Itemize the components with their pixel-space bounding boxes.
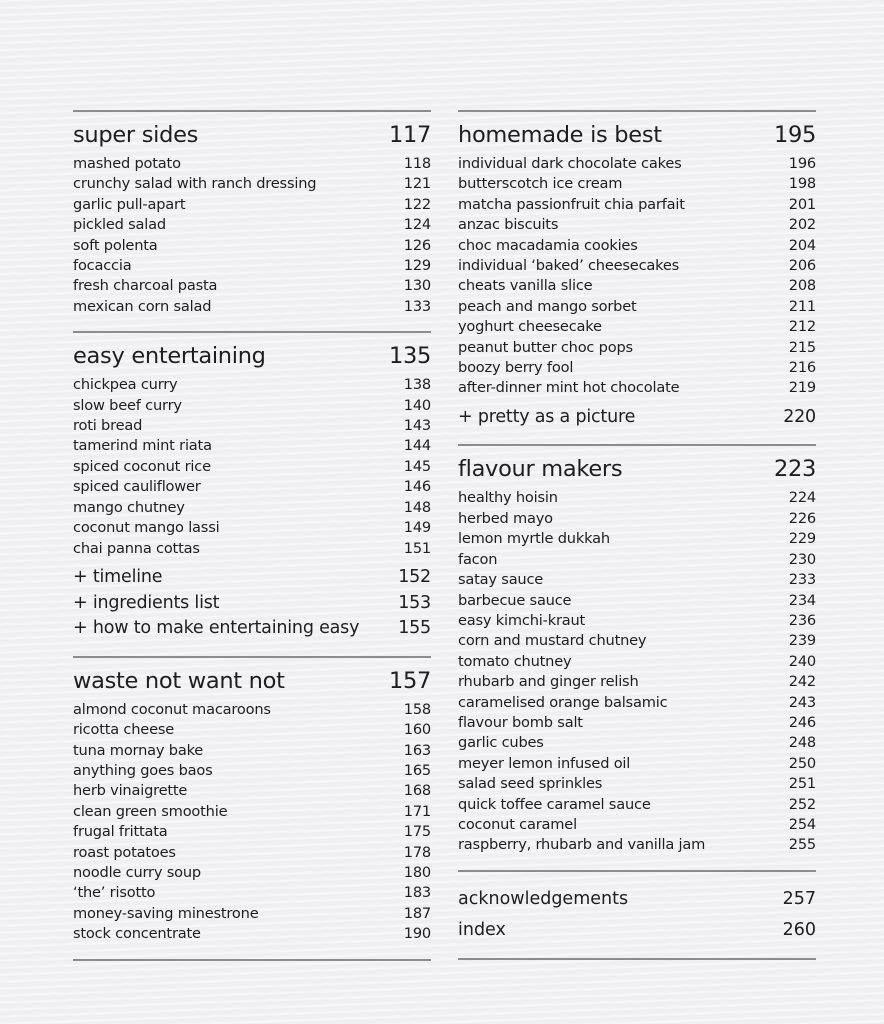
toc-extra-entry[interactable] bbox=[73, 616, 431, 642]
back-matter-entry-label: index bbox=[458, 919, 506, 940]
toc-entry-page: 122 bbox=[403, 195, 431, 213]
left-column bbox=[73, 110, 431, 961]
back-matter-entry-label: acknowledgements bbox=[458, 888, 629, 909]
toc-entry-page: 133 bbox=[403, 297, 431, 315]
toc-entry[interactable] bbox=[73, 416, 431, 436]
toc-extra-entry[interactable] bbox=[73, 591, 431, 617]
toc-entry-page: 118 bbox=[403, 155, 431, 172]
toc-entry-page: 129 bbox=[403, 257, 431, 275]
toc-entry-label: slow beef curry bbox=[73, 396, 182, 414]
toc-entry[interactable] bbox=[73, 215, 431, 235]
toc-entry[interactable] bbox=[73, 375, 431, 395]
toc-entry-label: tuna mornay bake bbox=[73, 741, 204, 759]
toc-entry-label: corn and mustard chutney bbox=[458, 632, 647, 650]
section-heading[interactable] bbox=[73, 120, 431, 150]
toc-entry-label: yoghurt cheesecake bbox=[458, 318, 602, 336]
toc-entry-label: matcha passionfruit chia parfait bbox=[458, 195, 685, 213]
toc-entry-page: 190 bbox=[403, 925, 431, 943]
toc-entry-page: 178 bbox=[403, 843, 431, 861]
toc-entry-page: 250 bbox=[788, 754, 816, 772]
toc-entry-label: barbecue sauce bbox=[458, 591, 572, 609]
toc-extra-entry-page: 152 bbox=[398, 566, 431, 587]
toc-entry-label: salad seed sprinkles bbox=[458, 775, 603, 793]
toc-entry-label: facon bbox=[458, 550, 498, 568]
right-column bbox=[458, 110, 816, 960]
toc-entry[interactable] bbox=[73, 539, 431, 559]
toc-extra-entry-label: + ingredients list bbox=[73, 592, 220, 613]
toc-entry-label: meyer lemon infused oil bbox=[458, 754, 631, 772]
toc-entry-page: 148 bbox=[403, 498, 431, 516]
toc-entry[interactable] bbox=[73, 297, 431, 317]
toc-extra-entry[interactable] bbox=[458, 405, 816, 431]
toc-entry-page: 216 bbox=[788, 359, 816, 377]
toc-entry-page: 215 bbox=[788, 338, 816, 356]
toc-entry-page: 158 bbox=[403, 700, 431, 718]
toc-entry-page: 254 bbox=[788, 815, 816, 833]
toc-entry-page: 144 bbox=[403, 437, 431, 455]
toc-extra-entry-label: + pretty as a picture bbox=[458, 406, 636, 427]
toc-entry[interactable] bbox=[73, 457, 431, 477]
toc-entry[interactable] bbox=[458, 774, 816, 794]
toc-entry-page: 243 bbox=[788, 693, 816, 711]
toc-entry[interactable] bbox=[458, 550, 816, 570]
toc-entry-label: satay sauce bbox=[458, 571, 544, 589]
toc-entry[interactable] bbox=[458, 215, 816, 235]
toc-entry-page: 143 bbox=[403, 417, 431, 435]
toc-entry[interactable] bbox=[458, 358, 816, 378]
toc-entry-label: individual ‘baked’ cheesecakes bbox=[458, 257, 680, 275]
toc-entry-page: 138 bbox=[403, 376, 431, 394]
section-divider bbox=[458, 958, 816, 960]
toc-entry-label: after-dinner mint hot chocolate bbox=[458, 379, 680, 397]
toc-entry[interactable] bbox=[458, 154, 816, 174]
toc-entry[interactable] bbox=[73, 843, 431, 863]
section-spacer bbox=[73, 317, 431, 331]
toc-entry-label: easy kimchi-kraut bbox=[458, 611, 586, 629]
toc-entry[interactable] bbox=[458, 529, 816, 549]
toc-entry-label: garlic cubes bbox=[458, 734, 544, 752]
toc-entry-page: 224 bbox=[788, 489, 816, 507]
toc-entry[interactable] bbox=[458, 713, 816, 733]
toc-entry-label: raspberry, rhubarb and vanilla jam bbox=[458, 836, 706, 854]
toc-entry-page: 240 bbox=[788, 652, 816, 670]
toc-entry-label: coconut caramel bbox=[458, 815, 577, 833]
toc-entry-page: 233 bbox=[788, 571, 816, 589]
toc-entry[interactable] bbox=[458, 174, 816, 194]
toc-entry[interactable] bbox=[458, 338, 816, 358]
toc-entry-label: peanut butter choc pops bbox=[458, 338, 633, 356]
toc-entry-label: ricotta cheese bbox=[73, 721, 175, 739]
toc-entry[interactable] bbox=[73, 761, 431, 781]
toc-entry-page: 212 bbox=[788, 318, 816, 336]
toc-entry[interactable] bbox=[73, 236, 431, 256]
toc-entry-page: 239 bbox=[788, 632, 816, 650]
section-heading[interactable] bbox=[458, 120, 816, 150]
section-title: homemade is best bbox=[458, 122, 662, 148]
toc-entry[interactable] bbox=[458, 297, 816, 317]
section-spacer bbox=[73, 642, 431, 656]
toc-entry-label: ‘the’ risotto bbox=[73, 884, 156, 902]
toc-entry-label: boozy berry fool bbox=[458, 359, 574, 377]
toc-entry-label: flavour bomb salt bbox=[458, 713, 583, 731]
section-heading[interactable] bbox=[73, 666, 431, 696]
toc-entry-page: 201 bbox=[788, 195, 816, 213]
toc-entry-page: 226 bbox=[788, 509, 816, 527]
toc-entry-label: healthy hoisin bbox=[458, 489, 558, 507]
toc-entry-label: lemon myrtle dukkah bbox=[458, 530, 610, 548]
toc-entry[interactable] bbox=[73, 477, 431, 497]
toc-entry-label: focaccia bbox=[73, 257, 132, 275]
toc-entry-page: 230 bbox=[788, 550, 816, 568]
toc-entry-label: anzac biscuits bbox=[458, 216, 559, 234]
toc-entry[interactable] bbox=[73, 436, 431, 456]
toc-entry[interactable] bbox=[73, 924, 431, 944]
toc-entry-page: 151 bbox=[403, 539, 431, 557]
section-heading[interactable] bbox=[458, 454, 816, 484]
toc-entry-label: money-saving minestrone bbox=[73, 904, 259, 922]
toc-entry[interactable] bbox=[458, 672, 816, 692]
toc-entry[interactable] bbox=[73, 904, 431, 924]
toc-entry[interactable] bbox=[458, 611, 816, 631]
toc-entry-page: 251 bbox=[788, 775, 816, 793]
toc-entry-label: roti bread bbox=[73, 417, 143, 435]
section-title: super sides bbox=[73, 122, 199, 148]
toc-entry[interactable] bbox=[73, 276, 431, 296]
section-heading[interactable] bbox=[73, 341, 431, 371]
toc-entry[interactable] bbox=[73, 195, 431, 215]
toc-entry-page: 180 bbox=[403, 863, 431, 881]
toc-entry-label: individual dark chocolate cakes bbox=[458, 155, 682, 172]
toc-extra-entry-page: 153 bbox=[398, 592, 431, 613]
toc-entry-label: pickled salad bbox=[73, 216, 166, 234]
toc-entry-label: noodle curry soup bbox=[73, 863, 201, 881]
toc-entry[interactable] bbox=[458, 652, 816, 672]
toc-entry-page: 246 bbox=[788, 713, 816, 731]
toc-section bbox=[458, 446, 816, 869]
toc-entry-page: 145 bbox=[403, 457, 431, 475]
toc-entry[interactable] bbox=[458, 488, 816, 508]
toc-entry-label: mango chutney bbox=[73, 498, 185, 516]
back-matter-entry[interactable] bbox=[458, 915, 816, 946]
toc-extra-entry-page: 155 bbox=[398, 618, 431, 639]
toc-entry-page: 229 bbox=[788, 530, 816, 548]
back-matter bbox=[458, 872, 816, 958]
toc-entry[interactable] bbox=[73, 700, 431, 720]
toc-section bbox=[458, 112, 816, 444]
section-divider bbox=[73, 959, 431, 961]
toc-entry-page: 255 bbox=[788, 836, 816, 854]
section-title: waste not want not bbox=[73, 667, 285, 694]
toc-entry-label: chickpea curry bbox=[73, 376, 178, 394]
toc-entry-label: cheats vanilla slice bbox=[458, 277, 593, 295]
toc-entry-page: 187 bbox=[403, 904, 431, 922]
toc-entry-page: 163 bbox=[403, 741, 431, 759]
toc-entry-page: 168 bbox=[403, 782, 431, 800]
toc-entry-page: 211 bbox=[788, 297, 816, 315]
toc-entry-label: mashed potato bbox=[73, 155, 181, 172]
toc-entry-page: 149 bbox=[403, 519, 431, 537]
toc-entry[interactable] bbox=[458, 256, 816, 276]
toc-entry-label: almond coconut macaroons bbox=[73, 700, 271, 718]
toc-entry-page: 146 bbox=[403, 478, 431, 496]
toc-entry-label: crunchy salad with ranch dressing bbox=[73, 175, 317, 193]
section-page: 223 bbox=[773, 456, 816, 483]
section-page: 195 bbox=[773, 122, 816, 148]
section-spacer bbox=[458, 430, 816, 444]
toc-entry[interactable] bbox=[458, 795, 816, 815]
toc-entry[interactable] bbox=[458, 236, 816, 256]
toc-entry-label: anything goes baos bbox=[73, 761, 213, 779]
section-page: 157 bbox=[388, 667, 431, 694]
toc-entry[interactable] bbox=[73, 498, 431, 518]
toc-entry[interactable] bbox=[458, 631, 816, 651]
back-matter-entry[interactable] bbox=[458, 884, 816, 915]
toc-entry[interactable] bbox=[458, 509, 816, 529]
toc-entry[interactable] bbox=[458, 815, 816, 835]
toc-entry-page: 202 bbox=[788, 216, 816, 234]
toc-entry-page: 208 bbox=[788, 277, 816, 295]
toc-entry-label: tamerind mint riata bbox=[73, 437, 212, 455]
toc-entry[interactable] bbox=[73, 396, 431, 416]
toc-entry-page: 124 bbox=[403, 216, 431, 234]
toc-extra-entry-page: 220 bbox=[783, 406, 816, 427]
toc-entry-label: herb vinaigrette bbox=[73, 782, 188, 800]
back-matter-entry-page: 257 bbox=[782, 888, 816, 909]
toc-entry-page: 160 bbox=[403, 721, 431, 739]
toc-entry-label: tomato chutney bbox=[458, 652, 572, 670]
toc-entry-label: caramelised orange balsamic bbox=[458, 693, 668, 711]
toc-entry-label: butterscotch ice cream bbox=[458, 175, 623, 193]
section-spacer bbox=[73, 945, 431, 959]
toc-entry-label: mexican corn salad bbox=[73, 297, 212, 315]
toc-entry-label: herbed mayo bbox=[458, 509, 553, 527]
toc-entry-page: 126 bbox=[403, 236, 431, 254]
toc-entry[interactable] bbox=[458, 378, 816, 398]
toc-entry-label: fresh charcoal pasta bbox=[73, 277, 218, 295]
toc-entry[interactable] bbox=[73, 883, 431, 903]
toc-entry-page: 234 bbox=[788, 591, 816, 609]
toc-entry-page: 196 bbox=[788, 155, 816, 172]
toc-entry[interactable] bbox=[73, 802, 431, 822]
section-title: easy entertaining bbox=[73, 343, 266, 370]
toc-entry[interactable] bbox=[73, 822, 431, 842]
toc-entry[interactable] bbox=[73, 256, 431, 276]
toc-entry-page: 236 bbox=[788, 611, 816, 629]
toc-entry-label: quick toffee caramel sauce bbox=[458, 795, 651, 813]
toc-section bbox=[73, 333, 431, 655]
toc-entry-label: roast potatoes bbox=[73, 843, 176, 861]
toc-entry-page: 219 bbox=[788, 379, 816, 397]
toc-entry[interactable] bbox=[458, 754, 816, 774]
toc-entry-page: 248 bbox=[788, 734, 816, 752]
toc-entry-page: 121 bbox=[403, 175, 431, 193]
toc-entry-label: garlic pull-apart bbox=[73, 195, 186, 213]
toc-section bbox=[73, 112, 431, 331]
back-matter-entry-page: 260 bbox=[782, 919, 816, 940]
toc-entry[interactable] bbox=[73, 518, 431, 538]
toc-extra-entry[interactable] bbox=[73, 565, 431, 591]
toc-entry-page: 165 bbox=[403, 761, 431, 779]
toc-entry-page: 206 bbox=[788, 257, 816, 275]
toc-entry-label: spiced coconut rice bbox=[73, 457, 211, 475]
toc-extra-entry-label: + how to make entertaining easy bbox=[73, 618, 360, 639]
extras-list bbox=[458, 405, 816, 431]
toc-entry[interactable] bbox=[73, 781, 431, 801]
toc-entry-page: 175 bbox=[403, 823, 431, 841]
toc-entry-label: peach and mango sorbet bbox=[458, 297, 637, 315]
toc-entry-page: 242 bbox=[788, 673, 816, 691]
toc-entry-label: spiced cauliflower bbox=[73, 478, 201, 496]
toc-entry-page: 252 bbox=[788, 795, 816, 813]
toc-entry-label: frugal frittata bbox=[73, 823, 168, 841]
toc-entry-label: choc macadamia cookies bbox=[458, 236, 638, 254]
toc-entry-page: 198 bbox=[788, 175, 816, 193]
toc-entry[interactable] bbox=[73, 720, 431, 740]
toc-entry-page: 183 bbox=[403, 884, 431, 902]
extras-list bbox=[73, 565, 431, 642]
toc-entry[interactable] bbox=[458, 276, 816, 296]
toc-entry-label: clean green smoothie bbox=[73, 802, 228, 820]
toc-entry[interactable] bbox=[73, 741, 431, 761]
toc-entry[interactable] bbox=[458, 733, 816, 753]
toc-entry[interactable] bbox=[458, 195, 816, 215]
section-page: 135 bbox=[388, 343, 431, 370]
toc-entry[interactable] bbox=[73, 863, 431, 883]
toc-entry-page: 140 bbox=[403, 396, 431, 414]
toc-entry[interactable] bbox=[458, 591, 816, 611]
toc-entry-label: stock concentrate bbox=[73, 925, 201, 943]
toc-entry-label: coconut mango lassi bbox=[73, 519, 220, 537]
toc-entry-page: 130 bbox=[403, 277, 431, 295]
toc-entry[interactable] bbox=[73, 154, 431, 174]
toc-entry[interactable] bbox=[458, 835, 816, 855]
toc-entry-label: rhubarb and ginger relish bbox=[458, 673, 639, 691]
toc-section bbox=[73, 658, 431, 959]
section-spacer bbox=[458, 856, 816, 870]
toc-entry[interactable] bbox=[73, 174, 431, 194]
section-title: flavour makers bbox=[458, 456, 623, 483]
toc-entry[interactable] bbox=[458, 317, 816, 337]
toc-entry-label: soft polenta bbox=[73, 236, 158, 254]
toc-entry-label: chai panna cottas bbox=[73, 539, 200, 557]
toc-entry-page: 204 bbox=[788, 236, 816, 254]
toc-entry-page: 171 bbox=[403, 802, 431, 820]
toc-entry[interactable] bbox=[458, 570, 816, 590]
toc-entry[interactable] bbox=[458, 693, 816, 713]
section-page: 117 bbox=[388, 122, 431, 148]
toc-extra-entry-label: + timeline bbox=[73, 566, 163, 587]
